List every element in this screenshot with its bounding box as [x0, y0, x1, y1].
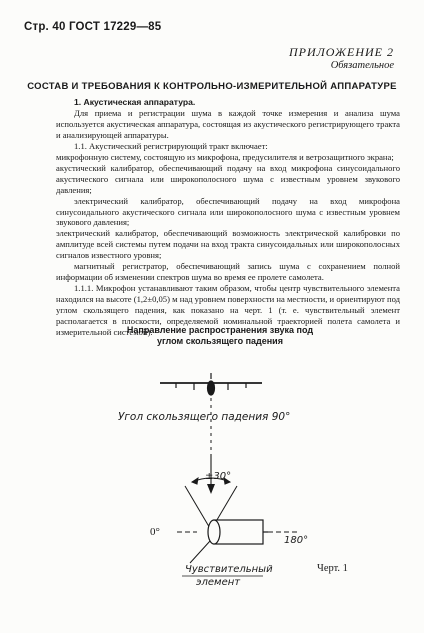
end-label: 180° — [284, 535, 309, 546]
list-item: электрический калибратор, обеспечивающий возможность электрической калибровки по амплитуде всей системы путем подачи на вход тракта синусоидальных или широкополосных сигналов известного уровня; — [56, 228, 400, 261]
list-item: акустический калибратор, обеспечивающий подачу на вход микрофона синусоидального акустического сигнала или широкополосного шума с известным уровнем звукового давления; — [56, 162, 400, 195]
figure-title: Направление распространения звука под углом скользящего падения — [126, 325, 314, 346]
appendix-note: Обязательное — [330, 60, 394, 71]
paragraph: 1.1. Акустический регистрирующий тракт включает: — [74, 140, 268, 151]
subsection-heading: 1. Акустическая аппаратура. — [74, 97, 196, 107]
leader-line — [190, 541, 210, 563]
angle-label: Угол скользящего падения 90° — [118, 411, 291, 423]
list-item: электрический калибратор, обеспечивающий подачу на вход микрофона синусоидального акустического сигнала или широкополосного шума с известным уровнем звукового давления; — [56, 195, 400, 228]
element-label: элемент — [196, 577, 241, 588]
section-title: СОСТАВ И ТРЕБОВАНИЯ К КОНТРОЛЬНО-ИЗМЕРИТЕЛЬНОЙ АППАРАТУРЕ — [27, 81, 397, 92]
list-item: магнитный регистратор, обеспечивающий запись шума с сохранением полной информации об изменении спектров шума во время ее пролете самолета. — [56, 261, 400, 283]
paragraph: 1.1.1. Микрофон устанавливают таким образом, чтобы центр чувствительного элемента находился на высоте (1,2±0,05) м над уровнем поверхности на местности, и ориентируют под углом скользящего падения, как показано на черт. 1 (т. е. чувствительный элемент располагается в плоскости, определяемой номинальной траекторией полета самолета и измерительной системой). — [56, 283, 400, 338]
microphone-icon — [208, 520, 268, 544]
page-header: Стр. 40 ГОСТ 17229—85 — [24, 21, 162, 33]
appendix-label: ПРИЛОЖЕНИЕ 2 — [289, 45, 394, 59]
zero-label: 0° — [150, 526, 160, 538]
list-item: микрофонную систему, состоящую из микрофона, предусилителя и ветрозащитного экрана; — [56, 151, 394, 162]
paragraph: Для приема и регистрации шума в каждой точке измерения и анализа шума используется акустическая аппаратура, состоящая из акустического регистрирующего тракта и анализирующей аппаратуры. — [56, 107, 400, 140]
figure-caption: Черт. 1 — [317, 563, 348, 574]
aircraft-icon — [160, 373, 262, 395]
tolerance-label: ±30° — [205, 471, 232, 482]
element-label: Чувствительный — [185, 564, 273, 575]
